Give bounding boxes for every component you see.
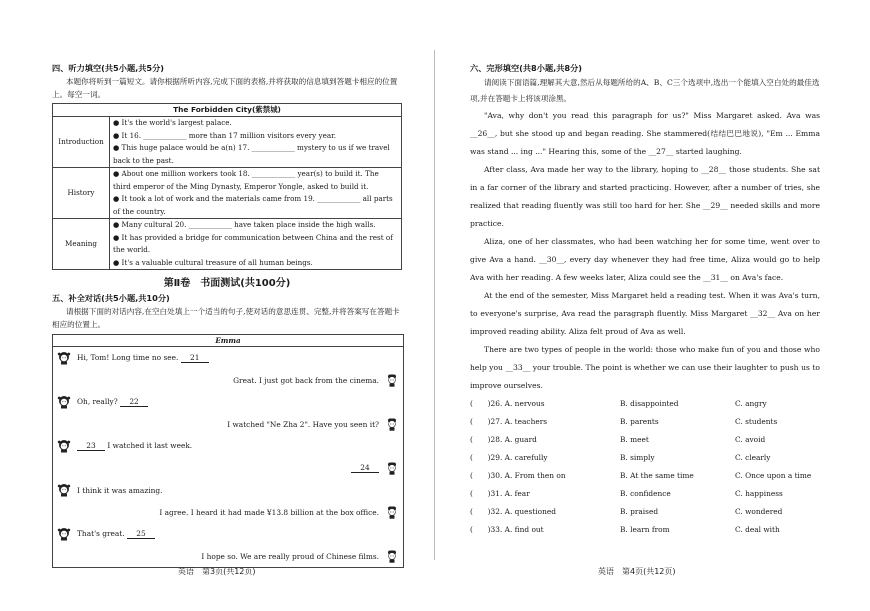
listening-instructions: 本题你将听到一篇短文。请你根据所听内容,完成下面的表格,并将获取的信息填到答题卡相应的位置上。每空一词。 xyxy=(52,77,398,99)
cloze-paragraph: "Ava, why don't you read this paragraph for us?" Miss Margaret asked. Ava was __26__, but she stood up and began reading. She stammered(结结巴巴地说), "Em ... Emma was stand ... ing ..." Hearing this, some of the __27__ started laughing. xyxy=(470,111,820,156)
forbidden-city-table xyxy=(52,103,402,270)
question-row xyxy=(470,485,820,503)
option-b: B. parents xyxy=(620,417,659,426)
option-c: C. clearly xyxy=(735,453,771,462)
dialog-instructions: 请根据下面的对话内容,在空白处填上一个适当的句子,使对话的意思连贯、完整,并将答案写在答题卡相应的位置上。 xyxy=(52,307,400,329)
dialog-text xyxy=(227,420,379,429)
option-b: B. praised xyxy=(620,507,659,516)
option-a: ( )26. A. nervous xyxy=(470,399,545,408)
dialog-line xyxy=(53,501,403,523)
table-category: Meaning xyxy=(53,219,110,270)
left-page xyxy=(52,62,402,568)
answer-blank: 22 xyxy=(120,397,148,407)
dialog-line xyxy=(53,479,403,501)
option-c: C. angry xyxy=(735,399,767,408)
table-category: Introduction xyxy=(53,117,110,168)
table-details xyxy=(110,117,402,168)
bullet-line: ● About one million workers took 18. ____________ year(s) to build it. The third emperor of the Ming Dynasty, Emperor Yongle, asked to build it. xyxy=(113,169,379,191)
option-a: ( )30. A. From then on xyxy=(470,471,566,480)
dialog-sentence: I watched "Ne Zha 2". Have you seen it? xyxy=(227,419,379,429)
option-a: ( )33. A. find out xyxy=(470,525,544,534)
table-title: The Forbidden City(紫禁城) xyxy=(53,104,402,117)
dialog-text xyxy=(77,441,192,451)
dialog-line xyxy=(53,523,403,545)
option-b: B. simply xyxy=(620,453,655,462)
table-row xyxy=(53,219,402,270)
option-b: B. disappointed xyxy=(620,399,679,408)
bullet-line: ● It took a lot of work and the materials came from 19. ____________ all parts of the country. xyxy=(113,194,393,216)
dialog-text xyxy=(77,353,209,363)
question-row xyxy=(470,503,820,521)
boy-avatar-icon xyxy=(385,505,399,519)
dialog-line xyxy=(53,347,403,369)
cloze-paragraph: There are two types of people in the world: those who make fun of you and those who help you __33__ your trouble. The point is whether we can use their laughter to push us to improve ourselves. xyxy=(470,345,820,390)
part-two-title: 第Ⅱ卷 书面测试(共100分) xyxy=(163,278,291,289)
boy-avatar-icon xyxy=(385,417,399,431)
table-row xyxy=(53,168,402,219)
dialog-line xyxy=(53,369,403,391)
option-a: ( )31. A. fear xyxy=(470,489,530,498)
dialog-text xyxy=(77,486,162,495)
option-b: B. learn from xyxy=(620,525,670,534)
left-page-footer: 英语 第3页(共12页) xyxy=(178,567,256,576)
option-a: ( )32. A. questioned xyxy=(470,507,556,516)
dialog-text xyxy=(201,552,379,561)
bullet-line: ● This huge palace would be a(n) 17. ____________ mystery to us if we travel back to the past. xyxy=(113,143,390,165)
dialog-line xyxy=(53,545,403,567)
cloze-paragraph: Aliza, one of her classmates, who had been watching her for some time, went over to give Ava a hand. __30__, every day whenever they had free time, Aliza would go to help Ava with her reading. A few weeks later, Aliza could see the __31__ on Ava's face. xyxy=(470,237,820,282)
dialog-sentence: I watched it last week. xyxy=(107,441,193,450)
table-row xyxy=(53,117,402,168)
dialog-sentence: Oh, really? xyxy=(77,397,118,406)
right-page xyxy=(470,62,820,539)
bullet-line: ● Many cultural 20. ____________ have taken place inside the high walls. xyxy=(113,220,376,229)
dialog-text xyxy=(351,463,379,473)
question-row xyxy=(470,467,820,485)
bullet-line: ● It's a valuable cultural treasure of all human beings. xyxy=(113,257,313,267)
question-row xyxy=(470,395,820,413)
answer-blank: 24 xyxy=(351,463,379,473)
dialog-text xyxy=(233,376,379,385)
dialog-line xyxy=(53,413,403,435)
question-row xyxy=(470,449,820,467)
answer-blank: 21 xyxy=(181,353,209,363)
question-row xyxy=(470,413,820,431)
dialog-sentence: I think it was amazing. xyxy=(77,485,163,495)
table-category: History xyxy=(53,168,110,219)
answer-blank: 23 xyxy=(77,441,105,451)
right-page-footer: 英语 第4页(共12页) xyxy=(598,567,676,576)
option-a: ( )28. A. guard xyxy=(470,435,537,444)
option-a: ( )27. A. teachers xyxy=(470,417,548,426)
table-details xyxy=(110,219,402,270)
cloze-section-title: 六、完形填空(共8小题,共8分) xyxy=(470,63,583,73)
question-row xyxy=(470,521,820,539)
dialog-line xyxy=(53,391,403,413)
option-a: ( )29. A. carefully xyxy=(470,453,548,462)
boy-avatar-icon xyxy=(385,373,399,387)
dialog-sentence: Hi, Tom! Long time no see. xyxy=(77,353,179,362)
dialog-text xyxy=(77,397,148,407)
cloze-paragraph: After class, Ava made her way to the library, hoping to __28__ those students. She sat in a far corner of the library and started practicing. However, after a number of tries, she realized that reading fluently was still too hard for her. She __29__ needed skills and more practice. xyxy=(470,165,820,228)
bullet-line: ● It has provided a bridge for communication between China and the rest of the world. xyxy=(113,232,393,254)
dialog-text xyxy=(159,508,379,517)
option-c: C. avoid xyxy=(735,435,766,444)
cloze-instructions: 请阅读下面语篇,理解其大意,然后从每题所给的A、B、C三个选项中,选出一个能填入空白处的最佳选项,并在答题卡上将该项涂黑。 xyxy=(470,78,820,103)
option-c: C. wondered xyxy=(735,507,783,516)
option-c: C. deal with xyxy=(735,525,780,534)
boy-avatar-icon xyxy=(385,461,399,475)
girl-avatar-icon xyxy=(57,527,71,541)
bullet-line: ● It's the world's largest palace. xyxy=(113,118,232,127)
bullet-line: ● It 16. ____________ more than 17 million visitors every year. xyxy=(113,130,337,140)
option-c: C. happiness xyxy=(735,489,783,498)
option-b: B. At the same time xyxy=(620,471,694,480)
girl-avatar-icon xyxy=(57,395,71,409)
girl-avatar-icon xyxy=(57,351,71,365)
dialog-line xyxy=(53,457,403,479)
option-c: C. Once upon a time xyxy=(735,471,812,480)
dialog-sentence: I hope so. We are really proud of Chinese films. xyxy=(201,551,379,561)
dialog-sentence: Great. I just got back from the cinema. xyxy=(233,375,379,385)
dialog-box xyxy=(52,334,404,568)
dialog-sentence: That's great. xyxy=(77,529,125,538)
option-b: B. meet xyxy=(620,435,649,444)
boy-avatar-icon xyxy=(385,549,399,563)
dialog-sentence: I agree. I heard it had made ¥13.8 billion at the box office. xyxy=(159,507,379,517)
question-row xyxy=(470,431,820,449)
answer-blank: 25 xyxy=(127,529,155,539)
girl-avatar-icon xyxy=(57,439,71,453)
dialog-text xyxy=(77,529,155,539)
dialog-section-title: 五、补全对话(共5小题,共10分) xyxy=(52,293,170,303)
listening-section-title: 四、听力填空(共5小题,共5分) xyxy=(52,63,165,73)
cloze-paragraph: At the end of the semester, Miss Margaret held a reading test. When it was Ava's turn, to everyone's surprise, Ava read the paragraph fluently. Miss Margaret __32__ Ava on her improved reading ability. Aliza felt proud of Ava as well. xyxy=(470,291,820,336)
dialog-header: Emma xyxy=(53,335,403,347)
girl-avatar-icon xyxy=(57,483,71,497)
table-details xyxy=(110,168,402,219)
option-c: C. students xyxy=(735,417,778,426)
page-divider xyxy=(434,50,435,560)
option-b: B. confidence xyxy=(620,489,671,498)
dialog-line xyxy=(53,435,403,457)
